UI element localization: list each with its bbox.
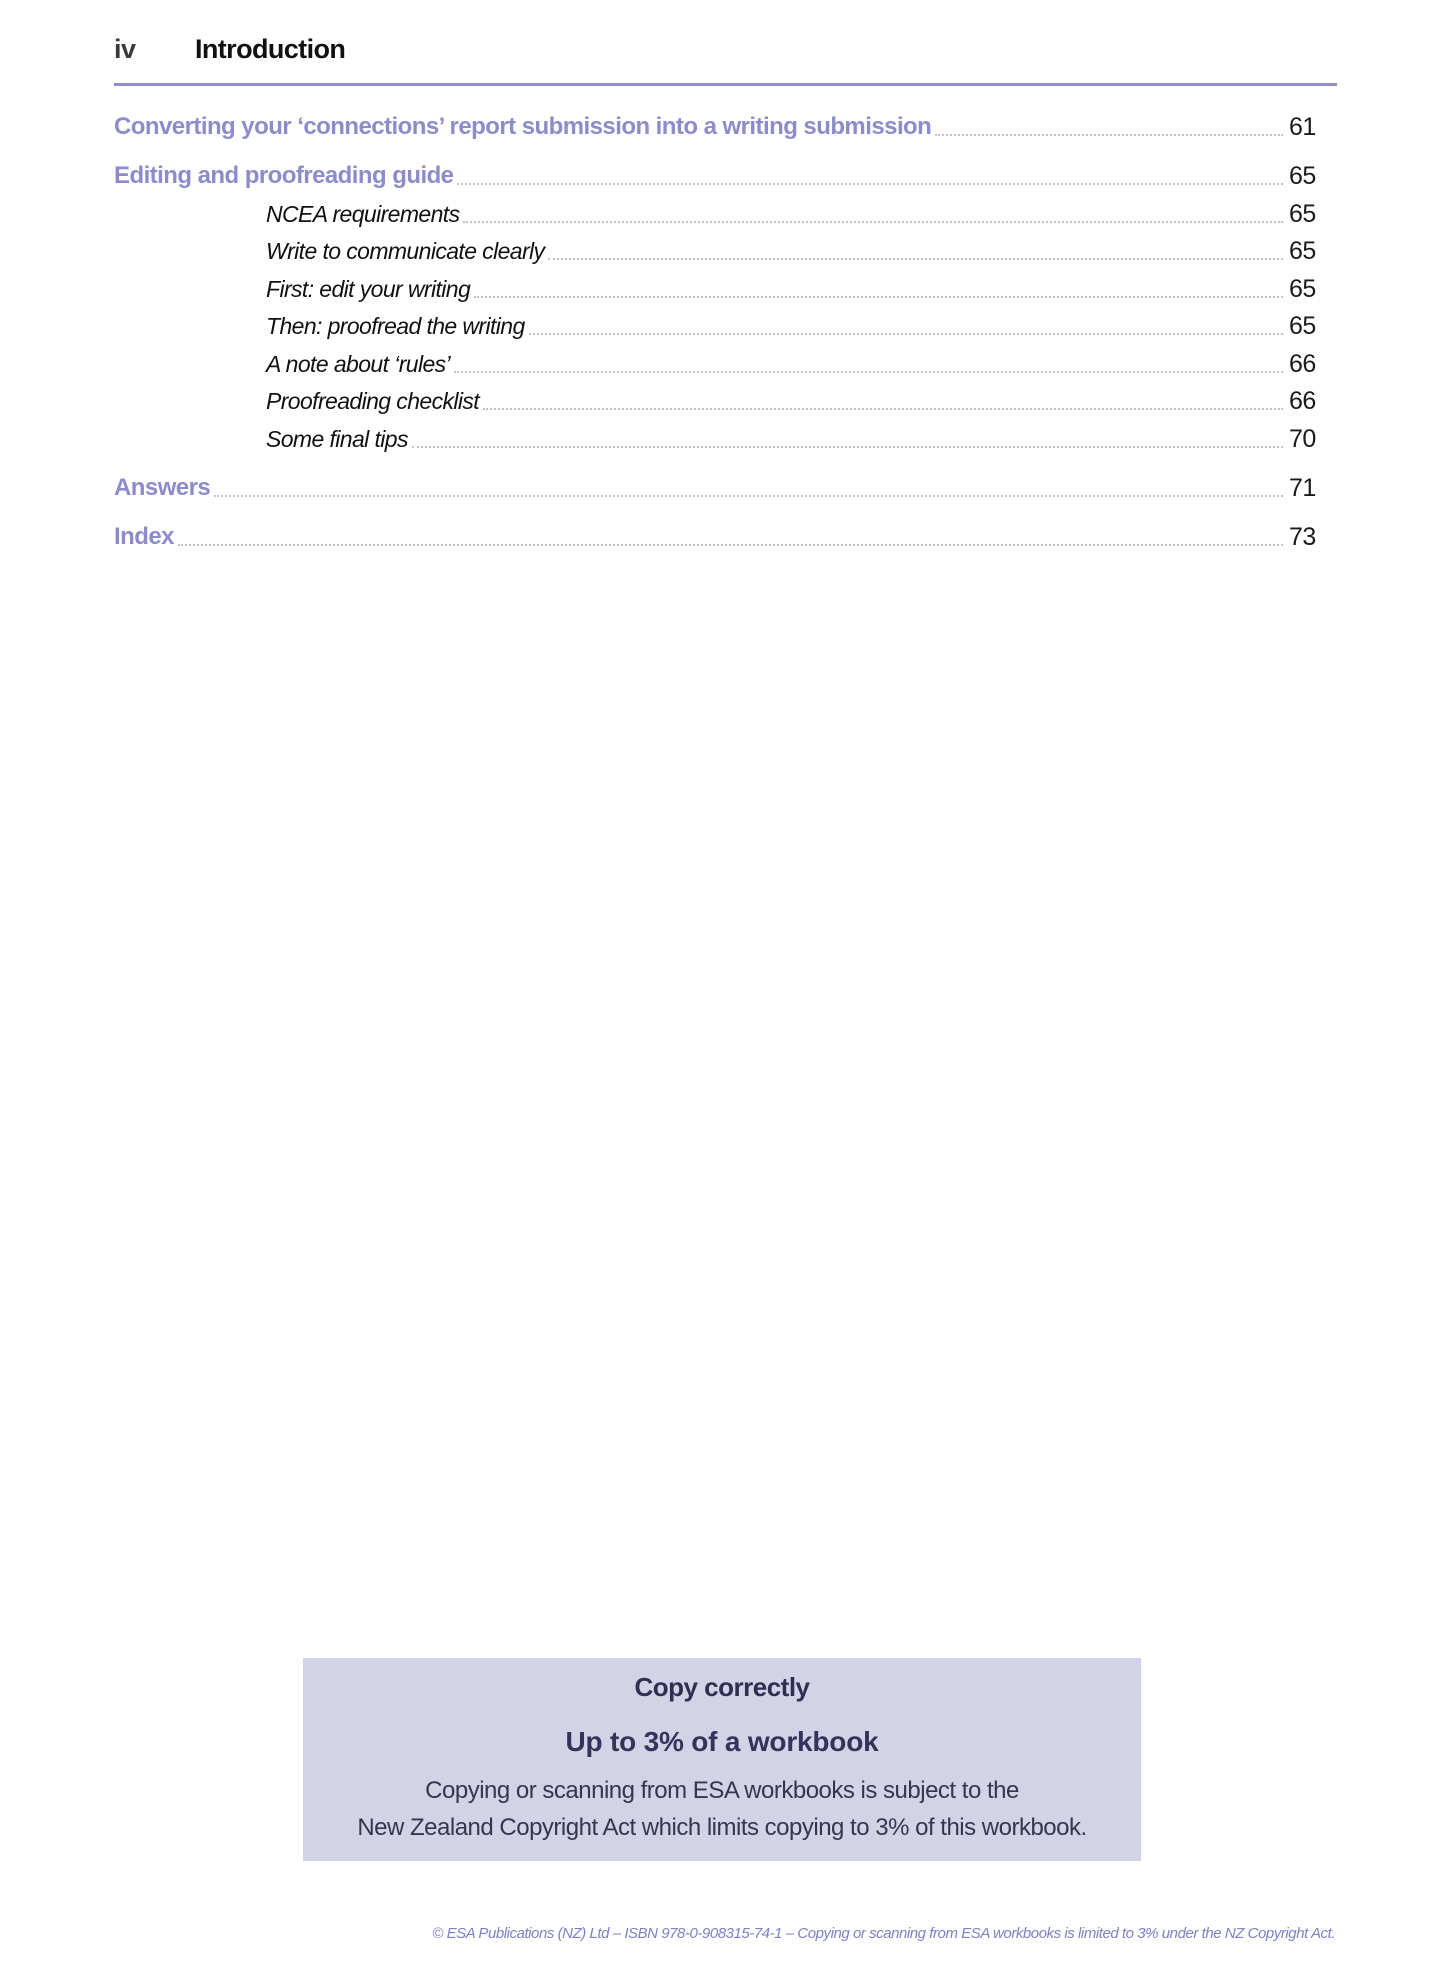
dot-leader	[178, 544, 1283, 546]
toc-entry-label: Index	[114, 523, 174, 550]
toc-entry-page: 65	[1289, 275, 1316, 303]
dot-leader	[412, 446, 1283, 448]
toc-entry-page: 65	[1289, 237, 1316, 265]
dot-leader	[529, 333, 1283, 335]
toc-entry-label: Converting your ‘connections’ report submission into a writing submission	[114, 113, 932, 140]
toc-entry-page: 65	[1289, 162, 1316, 190]
notice-body-line: Copying or scanning from ESA workbooks is subject to the	[425, 1777, 1019, 1804]
copyright-notice-box	[303, 1658, 1141, 1861]
dot-leader	[548, 258, 1283, 260]
toc-subentry-edit-writing[interactable]	[114, 272, 1317, 306]
toc-entry-editing-guide[interactable]	[114, 159, 1317, 193]
dot-leader	[935, 134, 1283, 136]
page-folio: iv	[114, 34, 136, 64]
toc-entry-converting-submission[interactable]	[114, 110, 1317, 144]
toc-entry-label: NCEA requirements	[266, 201, 460, 227]
toc-entry-page: 61	[1289, 113, 1316, 141]
page-header	[114, 32, 1337, 72]
toc-entry-index[interactable]	[114, 520, 1317, 554]
toc-entry-page: 71	[1289, 474, 1316, 502]
toc-entry-page: 66	[1289, 387, 1316, 415]
toc-entry-page: 65	[1289, 200, 1316, 228]
toc-subentry-note-about-rules[interactable]	[114, 347, 1317, 381]
notice-body-line: New Zealand Copyright Act which limits copying to 3% of this workbook.	[357, 1814, 1087, 1841]
notice-title: Copy correctly	[634, 1672, 810, 1702]
dot-leader	[474, 296, 1283, 298]
toc-entry-answers[interactable]	[114, 471, 1317, 505]
toc-entry-label: Proofreading checklist	[266, 388, 480, 414]
toc-subentry-proofread-writing[interactable]	[114, 309, 1317, 343]
toc-entry-label: Write to communicate clearly	[266, 238, 545, 264]
notice-subtitle: Up to 3% of a workbook	[565, 1726, 879, 1757]
toc-entry-label: Answers	[114, 474, 211, 501]
toc-entry-label: Some final tips	[266, 426, 408, 452]
copyright-footer: © ESA Publications (NZ) Ltd – ISBN 978-0-908315-74-1 – Copying or scanning from ESA workbooks is limited to 3% under the NZ Copyright Act.	[432, 1925, 1335, 1942]
toc-subentry-ncea-requirements[interactable]	[114, 197, 1317, 231]
header-rule	[114, 83, 1337, 86]
dot-leader	[483, 408, 1283, 410]
notice-body	[303, 1772, 1141, 1846]
running-title: Introduction	[195, 34, 346, 64]
toc-entry-label: A note about ‘rules’	[266, 351, 451, 377]
toc-subentry-final-tips[interactable]	[114, 422, 1317, 456]
toc-entry-page: 66	[1289, 350, 1316, 378]
dot-leader	[463, 221, 1283, 223]
toc-entry-label: First: edit your writing	[266, 276, 471, 302]
dot-leader	[214, 495, 1283, 497]
toc-entry-page: 73	[1289, 523, 1316, 551]
toc-subentry-proofreading-checklist[interactable]	[114, 384, 1317, 418]
dot-leader	[454, 371, 1283, 373]
toc-entry-label: Editing and proofreading guide	[114, 162, 454, 189]
toc-entry-label: Then: proofread the writing	[266, 313, 525, 339]
toc-entry-page: 70	[1289, 425, 1316, 453]
dot-leader	[457, 183, 1283, 185]
toc-subentry-write-clearly[interactable]	[114, 234, 1317, 268]
toc-entry-page: 65	[1289, 312, 1316, 340]
